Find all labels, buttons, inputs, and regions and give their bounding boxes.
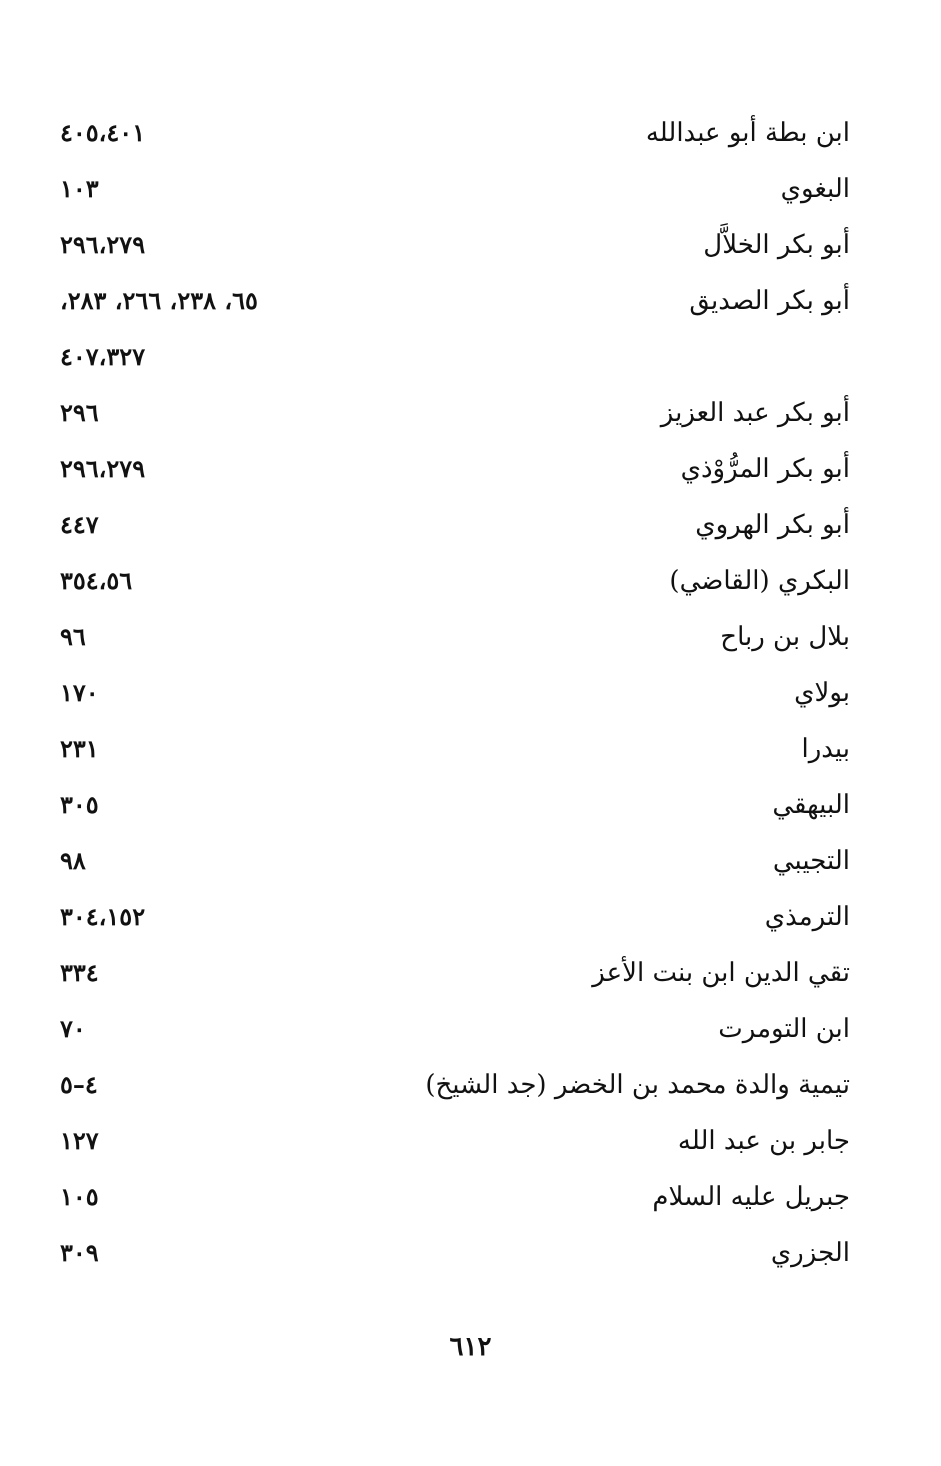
- index-entry: [60, 558, 850, 614]
- entry-name: تيمية والدة محمد بن الخضر (جد الشيخ): [425, 1070, 850, 1100]
- entry-name: جبريل عليه السلام: [652, 1182, 850, 1212]
- index-entry: [60, 838, 850, 894]
- entry-pages: ٢٩٦،٢٧٩: [60, 230, 146, 259]
- entry-pages: ٣٣٤: [60, 958, 99, 987]
- index-entry: [60, 390, 850, 446]
- index-entry-continuation: [60, 334, 850, 390]
- index-entry: [60, 894, 850, 950]
- entry-name: البيهقي: [772, 790, 850, 820]
- entry-pages: ٦٥، ٢٣٨، ٢٦٦، ٢٨٣،: [60, 286, 258, 315]
- entry-pages: ٩٦: [60, 622, 86, 651]
- entry-name: ابن بطة أبو عبدالله: [645, 118, 850, 148]
- entry-name: تقي الدين ابن بنت الأعز: [592, 958, 850, 988]
- entry-name: الترمذي: [764, 902, 850, 932]
- entry-name: أبو بكر الهروي: [695, 510, 850, 540]
- entry-name: أبو بكر الخلاَّل: [703, 230, 850, 260]
- index-entry: [60, 1062, 850, 1118]
- entry-pages: ٤٠٧،٣٢٧: [60, 342, 146, 371]
- entry-name: أبو بكر المرُّوْذي: [680, 454, 850, 484]
- entry-pages: ٣٥٤،٥٦: [60, 566, 133, 595]
- entry-pages: ٣٠٩: [60, 1238, 99, 1267]
- entry-name: جابر بن عبد الله: [677, 1126, 850, 1156]
- entry-name: ابن التومرت: [718, 1014, 850, 1044]
- entry-name: التجيبي: [772, 846, 850, 876]
- entry-name: بولاي: [794, 678, 850, 708]
- entry-name: أبو بكر عبد العزيز: [660, 398, 850, 428]
- index-entry: [60, 278, 850, 334]
- index-entry: [60, 1006, 850, 1062]
- index-entry: [60, 670, 850, 726]
- entry-pages: ٢٩٦: [60, 398, 99, 427]
- index-entry: [60, 1174, 850, 1230]
- entry-name: بلال بن رباح: [720, 622, 850, 652]
- index-entry: [60, 446, 850, 502]
- index-entry: [60, 166, 850, 222]
- entry-name: البغوي: [780, 174, 850, 204]
- entry-name: بيدرا: [801, 734, 850, 764]
- index-entry: [60, 726, 850, 782]
- index-entry: [60, 222, 850, 278]
- names-index-list: [60, 110, 850, 1286]
- entry-pages: ١٢٧: [60, 1126, 99, 1155]
- entry-pages: ٩٨: [60, 846, 86, 875]
- index-entry: [60, 502, 850, 558]
- entry-pages: ٣٠٤،١٥٢: [60, 902, 146, 931]
- entry-pages: ١٠٣: [60, 174, 99, 203]
- entry-pages: ٤٤٧: [60, 510, 99, 539]
- entry-pages: ٢٩٦،٢٧٩: [60, 454, 146, 483]
- index-entry: [60, 950, 850, 1006]
- page-number: ٦١٢: [449, 1332, 492, 1362]
- index-entry: [60, 614, 850, 670]
- entry-name: الجزري: [770, 1238, 850, 1268]
- entry-pages: ٤–٥: [60, 1070, 98, 1099]
- index-entry: [60, 1230, 850, 1286]
- index-entry: [60, 110, 850, 166]
- entry-pages: ٢٣١: [60, 734, 99, 763]
- entry-pages: ١٧٠: [60, 678, 99, 707]
- entry-name: البكري (القاضي): [669, 566, 850, 596]
- entry-pages: ٤٠٥،٤٠١: [60, 118, 146, 147]
- index-entry: [60, 1118, 850, 1174]
- entry-pages: ٣٠٥: [60, 790, 99, 819]
- entry-pages: ١٠٥: [60, 1182, 99, 1211]
- entry-name: أبو بكر الصديق: [689, 286, 850, 316]
- index-entry: [60, 782, 850, 838]
- entry-pages: ٧٠: [60, 1014, 86, 1043]
